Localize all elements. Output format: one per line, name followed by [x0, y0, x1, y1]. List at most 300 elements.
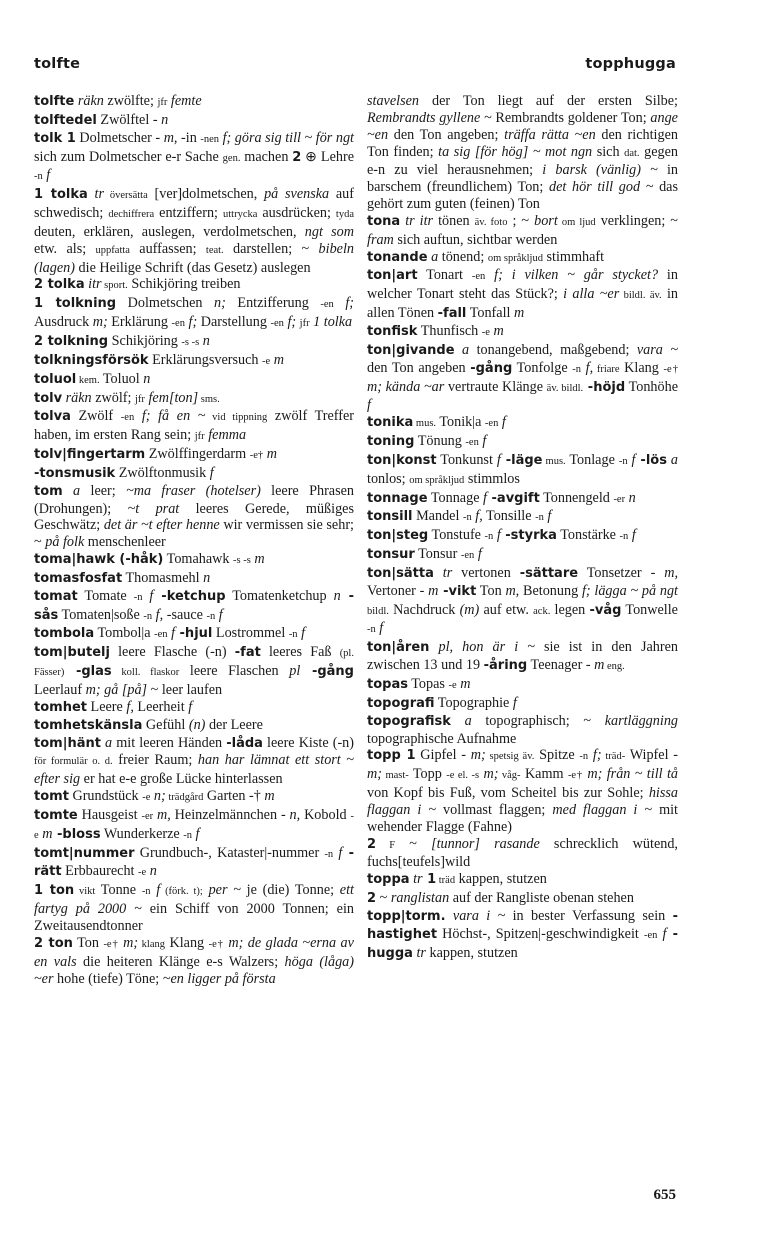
- entry-text: -e†: [208, 938, 224, 950]
- entry-text: m,: [664, 564, 678, 581]
- entry-text: auf schwedisch;: [34, 186, 355, 222]
- entry-text: -s -s: [233, 555, 251, 567]
- entry-text: (n): [188, 716, 206, 733]
- entry-text: friare: [593, 363, 620, 375]
- dictionary-entry: [367, 890, 678, 908]
- entry-text: etw. als;: [34, 240, 96, 257]
- entry-text: -er: [141, 810, 154, 822]
- entry-text: vikt: [74, 886, 96, 898]
- entry-text: med flaggan i ~: [552, 801, 653, 818]
- entry-text: ⊕ Lehre: [301, 148, 354, 165]
- entry-text: om ljud: [557, 216, 596, 228]
- dictionary-entry: [34, 717, 354, 735]
- dictionary-entry: [34, 446, 354, 465]
- headword: tonfisk: [367, 323, 418, 339]
- entry-text: Erklärung: [107, 314, 172, 331]
- entry-text: f: [209, 464, 214, 481]
- headword: toning: [367, 434, 415, 450]
- entry-text: f: [375, 620, 384, 637]
- dictionary-entry: [34, 735, 354, 789]
- entry-text: n: [333, 587, 341, 604]
- running-header-right: topphugga: [585, 56, 676, 72]
- entry-text: a: [62, 482, 81, 499]
- entry-text: ~en ligger på första: [162, 970, 276, 987]
- entry-text: ack.: [533, 605, 551, 617]
- entry-text: Klang: [165, 934, 209, 951]
- entry-text: m: [489, 322, 504, 339]
- left-column: [34, 93, 354, 987]
- entry-text: f: [493, 527, 501, 544]
- entry-text: zwölf Treffer haben, im ersten Rang sein;: [34, 408, 354, 444]
- entry-text: träd-: [601, 751, 626, 763]
- dictionary-entry: [34, 333, 354, 352]
- page-number: 655: [653, 1187, 676, 1203]
- headword: -styrka: [500, 528, 557, 544]
- entry-text: in allen Tönen: [367, 286, 678, 322]
- entry-text: f,: [471, 508, 483, 525]
- dictionary-entry: [34, 93, 354, 112]
- headword: -sättare: [519, 565, 579, 581]
- entry-text: 1 ton: [34, 883, 75, 899]
- entry-text: schrecklich wütend, fuchs[teufels]wild: [367, 835, 678, 871]
- entry-text: Tonsetzer -: [578, 564, 665, 581]
- entry-text: Topp: [408, 766, 447, 783]
- entry-text: Tomahawk: [163, 551, 234, 568]
- entry-text: -n: [206, 610, 216, 622]
- entry-text: -n: [619, 531, 629, 543]
- entry-text: fem[ton]: [144, 389, 199, 406]
- entry-text: i barsk (vänlig) ~: [542, 162, 658, 179]
- entry-text: das gehört zum guten (feinen) Ton: [367, 179, 678, 213]
- entry-text: wir vermissen sie sehr; ~: [34, 517, 354, 551]
- entry-text: Thunfisch: [417, 322, 482, 339]
- entry-text: Tonfolge: [512, 359, 573, 376]
- dictionary-entry: [34, 625, 354, 644]
- dictionary-entry: [34, 788, 354, 807]
- entry-text: ~: [376, 890, 391, 907]
- entry-text: -en: [154, 629, 168, 641]
- entry-text: f: [367, 397, 371, 414]
- entry-text: die Heilige Schrift (das Gesetz) auslegen: [74, 259, 311, 276]
- headword: tolk 1: [34, 130, 76, 146]
- dictionary-entry: [367, 695, 678, 713]
- entry-text: -e†: [663, 363, 678, 375]
- dictionary-entry: [34, 551, 354, 570]
- right-column: [367, 93, 678, 963]
- entry-text: sms.: [198, 393, 220, 405]
- entry-text: m; från ~ till tå: [583, 766, 678, 783]
- entry-text: 1 tolka: [309, 314, 353, 331]
- entry-text: m;: [470, 747, 486, 764]
- entry-text: f;: [588, 747, 602, 764]
- dictionary-entry: [34, 130, 354, 187]
- headword: ton|steg: [367, 528, 429, 544]
- entry-text: m;: [118, 934, 139, 951]
- entry-text: f: [297, 625, 306, 642]
- headword: tomt|nummer: [34, 845, 135, 861]
- entry-text: m,: [153, 806, 171, 823]
- entry-text: Leere: [86, 698, 127, 715]
- entry-text: Schikjöring: [108, 332, 182, 349]
- entry-text: f,: [126, 698, 134, 715]
- entry-text: träffa rätta ~en: [504, 126, 596, 143]
- entry-text: -n: [324, 848, 334, 860]
- entry-text: jfr: [134, 393, 145, 405]
- entry-text: Toluol: [99, 370, 144, 387]
- entry-text: tyda: [335, 209, 354, 221]
- entry-text: -n: [462, 512, 472, 524]
- entry-text: -e el. -s: [446, 770, 480, 782]
- entry-text: vollmast flaggen;: [436, 801, 553, 818]
- entry-text: (pl. Fässer): [34, 648, 354, 679]
- entry-text: Tonkunst: [436, 451, 497, 468]
- entry-text: Tonlage: [565, 451, 619, 468]
- entry-text: höga (låga) ~er: [34, 953, 354, 987]
- dictionary-entry: [367, 639, 678, 676]
- entry-text: m: [428, 582, 439, 599]
- entry-text: f: [657, 925, 667, 942]
- entry-text: -n: [572, 363, 582, 375]
- headword: -låda: [226, 735, 263, 751]
- entry-text: 2: [367, 891, 377, 907]
- entry-text: ngt som: [304, 223, 354, 240]
- headword: tolfte: [34, 94, 75, 109]
- headword: toppa: [367, 872, 410, 888]
- headword: -rätt: [34, 845, 354, 880]
- dictionary-entry: [34, 699, 354, 717]
- dictionary-entry: [34, 845, 354, 883]
- entry-text: itr: [84, 276, 102, 293]
- headword: tomat: [34, 588, 78, 604]
- entry-text: 1 tolka: [34, 187, 88, 203]
- entry-text: Tonwelle: [621, 601, 678, 618]
- entry-text: f,: [152, 606, 164, 623]
- entry-text: -en: [270, 318, 284, 330]
- entry-text: -en: [471, 271, 486, 283]
- entry-text: Zwölftel -: [96, 111, 162, 128]
- entry-text: der Ton liegt auf der ersten Silbe;: [419, 93, 678, 109]
- entry-text: (m): [459, 601, 480, 618]
- entry-text: Spitze: [534, 747, 580, 764]
- entry-text: Mandel: [412, 508, 463, 525]
- entry-text: Tomaten|soße: [58, 606, 144, 623]
- entry-text: sich auftun, sichtbar werden: [393, 231, 558, 248]
- headword: -lös: [635, 452, 667, 468]
- entry-text: f; lägga ~ på ngt: [581, 582, 678, 599]
- entry-text: Darstellung: [197, 314, 271, 331]
- entry-text: gegen e-n zu viel herausnehmen;: [367, 143, 678, 179]
- entry-text: n: [203, 569, 211, 586]
- entry-text: entziffern;: [154, 205, 223, 222]
- entry-text: bort: [534, 212, 558, 229]
- headword: topografi: [367, 695, 435, 711]
- entry-text: f: [498, 414, 506, 431]
- entry-text: f: [192, 825, 200, 842]
- dictionary-entry: [34, 352, 354, 371]
- entry-text: vid tippning: [205, 412, 268, 424]
- entry-text: ausdrücken;: [257, 205, 336, 222]
- entry-text: m,: [505, 582, 520, 599]
- entry-text: dechiffrera: [108, 209, 155, 221]
- entry-text: n: [199, 332, 210, 349]
- entry-text: äv. bildl.: [546, 382, 584, 394]
- headword: tonsill: [367, 509, 413, 525]
- entry-text: gen.: [222, 152, 241, 164]
- entry-text: Zwölf: [70, 408, 121, 425]
- headword: -gång: [300, 664, 354, 680]
- dictionary-entry: [367, 747, 678, 835]
- dictionary-entry: [34, 935, 354, 988]
- entry-text: leere Flasche (-n): [109, 644, 235, 661]
- entry-text: Tonik|a: [436, 414, 485, 431]
- entry-text: Tonsur: [414, 546, 461, 563]
- entry-text: leeres Gerede, müßiges Geschwätz;: [34, 500, 354, 534]
- entry-text: Thomasmehl: [122, 569, 204, 586]
- entry-text: eng.: [604, 661, 625, 673]
- entry-text: Teenager -: [527, 657, 595, 674]
- entry-text: leeres Faß: [260, 644, 340, 661]
- running-header-left: tolfte: [34, 56, 81, 72]
- entry-text: Lostrommel: [212, 625, 289, 642]
- entry-text: f: [215, 606, 223, 623]
- entry-text: Topas: [407, 676, 449, 692]
- entry-text: Heinzelmännchen -: [170, 806, 290, 823]
- entry-text: Tonne: [95, 882, 142, 899]
- entry-text: Nachdruck: [388, 601, 460, 618]
- entry-text: vertonen: [452, 564, 520, 581]
- entry-text: kappen, stutzen: [455, 871, 547, 888]
- entry-text: vara ~: [636, 341, 679, 358]
- entry-text: f: [543, 508, 552, 525]
- entry-text: Höchst-, Spitzen|-geschwindigkeit: [437, 925, 644, 942]
- entry-text: klang: [138, 938, 165, 950]
- headword: topografisk: [367, 713, 451, 729]
- dictionary-entry: [34, 390, 354, 409]
- entry-text: in welcher Tonart steht das Stück?;: [367, 267, 678, 303]
- entry-text: på folk: [45, 534, 85, 551]
- headword: topas: [367, 677, 408, 692]
- entry-text: er hat e-e große Lücke hinterlassen: [80, 771, 283, 788]
- entry-text: hohe (tiefe) Töne;: [53, 970, 163, 987]
- entry-text: [ver]dolmetschen,: [147, 186, 265, 203]
- entry-text: Tonstärke: [556, 527, 620, 544]
- headword: ton|sätta: [367, 565, 434, 581]
- entry-text: 2: [367, 836, 377, 852]
- entry-text: n: [161, 111, 169, 128]
- entry-text: Kamm: [520, 766, 568, 783]
- headword: ton|konst: [367, 452, 437, 468]
- entry-text: ta sig [för hög] ~ mot ngn: [438, 143, 593, 160]
- entry-text: f: [42, 167, 51, 184]
- dictionary-entry: [367, 565, 678, 639]
- entry-text: 2 ton: [34, 935, 73, 951]
- entry-text: sport.: [101, 280, 128, 292]
- entry-text: deuten, erklären, auslegen, verdolmetschen,: [34, 223, 305, 240]
- entry-text: machen: [240, 148, 293, 165]
- entry-text: f;: [184, 314, 198, 331]
- entry-text: n: [625, 489, 636, 506]
- entry-text: Garten -†: [203, 788, 265, 805]
- dictionary-entry: [367, 213, 678, 249]
- headword: tomasfosfat: [34, 570, 123, 586]
- entry-text: Tomatenketchup: [225, 587, 334, 604]
- entry-text: von Kopf bis Fuß, vom Scheitel bis zur Sohle;: [367, 785, 649, 802]
- entry-text: mast-: [381, 770, 409, 782]
- entry-text: f; göra sig till ~ för ngt: [219, 129, 354, 146]
- entry-text: je (die) Tonne;: [240, 882, 340, 899]
- dictionary-entry: [367, 342, 678, 414]
- entry-text: -n: [367, 624, 376, 636]
- entry-text: femma: [204, 427, 247, 444]
- entry-text: topographisch; ~: [471, 712, 605, 729]
- entry-text: Tonhöhe: [625, 378, 679, 395]
- headword: tomhetskänsla: [34, 717, 143, 733]
- dictionary-entry: [367, 490, 678, 509]
- entry-text: översätta: [104, 190, 148, 202]
- dictionary-entry: [367, 267, 678, 323]
- entry-text: n: [146, 863, 157, 880]
- entry-text: -en: [644, 929, 658, 941]
- entry-text: -en: [484, 418, 499, 430]
- dictionary-entry: [34, 276, 354, 295]
- entry-text: ett fartyg på 2000 ~: [34, 882, 354, 918]
- entry-text: m: [270, 351, 285, 368]
- headword: tonika: [367, 415, 414, 431]
- entry-text: kappen, stutzen: [425, 944, 518, 961]
- entry-text: Tonart: [417, 267, 472, 284]
- entry-text: f;: [333, 295, 355, 312]
- entry-text: koll. flaskor: [111, 667, 180, 679]
- entry-text: Tonfall: [466, 305, 515, 322]
- headword: toma|hawk (-håk): [34, 552, 164, 568]
- entry-text: ~: [395, 835, 432, 852]
- entry-text: räkn: [74, 93, 104, 109]
- entry-text: m; de glada ~erna av en vals: [34, 934, 354, 970]
- entry-text: Topographie: [434, 694, 513, 711]
- entry-text: bildl. äv.: [619, 290, 662, 302]
- entry-text: leere Phrasen (Drohungen);: [34, 482, 354, 517]
- entry-text: för formulär o. d.: [34, 756, 113, 768]
- headword: -ketchup: [153, 588, 226, 604]
- entry-text: -e: [448, 680, 457, 691]
- entry-text: f; i vilken ~ går stycket?: [485, 267, 659, 284]
- entry-text: Zwölffingerdarm: [145, 446, 250, 463]
- headword: tonande: [367, 249, 428, 265]
- entry-text: n: [143, 370, 151, 387]
- entry-text: -en: [320, 299, 334, 311]
- dictionary-entry: [34, 807, 354, 845]
- dictionary-entry: [367, 871, 678, 890]
- headword: -sås: [34, 588, 354, 623]
- headword: -höjd: [583, 379, 626, 395]
- entry-text: bildl.: [367, 605, 389, 617]
- entry-text: ; ~: [507, 212, 535, 229]
- dictionary-entry: [34, 371, 354, 390]
- entry-text: Zwölftonmusik: [115, 464, 210, 481]
- entry-text: f: [150, 882, 161, 899]
- entry-text: f: [628, 527, 636, 544]
- entry-text: m: [514, 305, 525, 322]
- dictionary-entry: [367, 546, 678, 565]
- entry-text: äv. foto: [474, 216, 508, 228]
- dictionary-entry: [34, 882, 354, 935]
- entry-text: der Leere: [205, 716, 263, 733]
- entry-text: f;: [283, 314, 300, 331]
- entry-text: m: [264, 788, 275, 805]
- entry-text: den Ton angeben: [367, 359, 471, 376]
- entry-text: m;: [479, 766, 499, 783]
- entry-text: zwölf;: [91, 389, 135, 406]
- entry-text: a: [427, 248, 439, 265]
- headword: topp 1: [367, 748, 416, 764]
- entry-text: -n: [133, 591, 143, 603]
- entry-text: tonlos;: [367, 470, 410, 487]
- entry-text: m;: [367, 766, 382, 783]
- headword: tom: [34, 483, 63, 499]
- entry-text: die heiteren Klänge e-s Walzers;: [76, 953, 285, 970]
- entry-text: dat.: [624, 147, 640, 159]
- entry-text: i alla ~er: [563, 286, 620, 303]
- dictionary-entry: [34, 186, 354, 276]
- dictionary-entry: [34, 112, 354, 130]
- entry-text: Kobold: [300, 806, 351, 823]
- entry-text: n;: [150, 788, 166, 805]
- dictionary-entry: [34, 295, 354, 333]
- entry-text: m: [456, 676, 471, 692]
- entry-text: freier Raum;: [112, 752, 198, 769]
- entry-text: Schikjöring treiben: [127, 276, 241, 293]
- headword: tonsur: [367, 547, 415, 563]
- entry-text: -e†: [103, 938, 119, 950]
- entry-text: våg-: [498, 770, 521, 782]
- entry-text: -n: [143, 610, 153, 622]
- entry-text: vara i ~: [445, 907, 506, 924]
- entry-text: f: [188, 698, 193, 715]
- entry-text: Vertoner -: [367, 582, 429, 599]
- entry-text: -n: [535, 512, 544, 524]
- entry-text: tr: [412, 944, 426, 961]
- entry-text: ~t prat: [127, 500, 180, 517]
- entry-text: om språkljud: [487, 252, 543, 264]
- headword: tolftedel: [34, 112, 97, 128]
- entry-text: vertraute Klänge: [444, 378, 547, 395]
- entry-text: -e: [138, 867, 147, 879]
- dictionary-entry: [367, 508, 678, 527]
- entry-text: auf der Rangliste obenan stehen: [449, 890, 634, 907]
- headword: tomte: [34, 807, 78, 823]
- entry-text: a: [454, 341, 470, 358]
- entry-text: 1 tolkning: [34, 296, 117, 312]
- entry-text: ~ leer laufen: [147, 682, 223, 698]
- entry-text: f: [512, 694, 517, 711]
- entry-text: darstellen; ~: [223, 240, 319, 257]
- dictionary-entry: [34, 570, 354, 588]
- headword: -hastighet: [367, 908, 678, 942]
- entry-text: sich: [592, 143, 625, 160]
- entry-text: ranglistan: [390, 890, 450, 907]
- entry-text: Wunderkerze: [100, 825, 184, 842]
- headword: tombola: [34, 626, 95, 642]
- entry-text: Tönung: [414, 433, 466, 450]
- entry-text: -s -s: [181, 336, 200, 348]
- entry-text: -e: [481, 326, 490, 338]
- entry-text: tönen: [433, 212, 475, 229]
- headword: -tonsmusik: [34, 465, 116, 481]
- entry-text: tr: [433, 564, 453, 581]
- entry-text: Tonnage: [427, 489, 484, 506]
- entry-text: det hör till god ~: [548, 179, 654, 196]
- entry-text: pl: [289, 663, 301, 680]
